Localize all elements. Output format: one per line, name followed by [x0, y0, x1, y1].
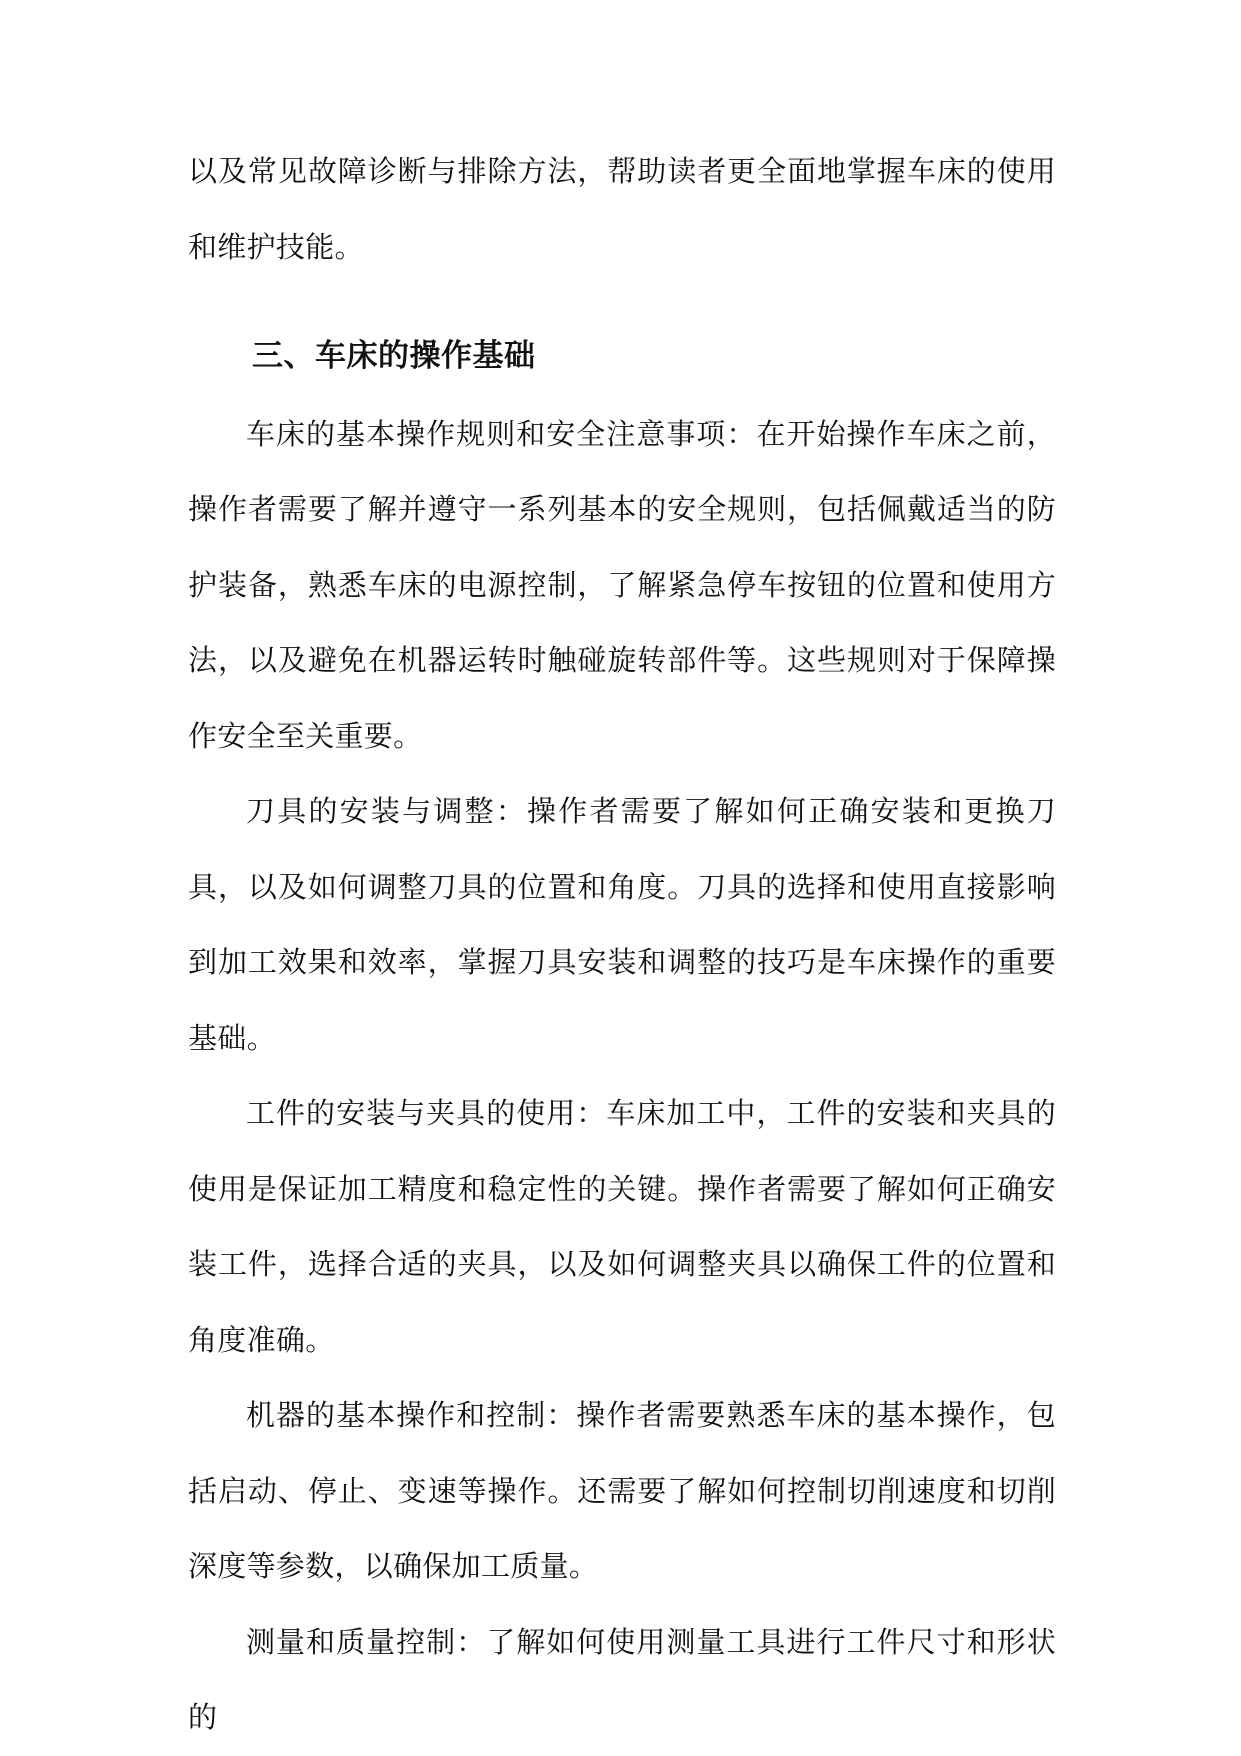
paragraph-tool-installation: 刀具的安装与调整：操作者需要了解如何正确安装和更换刀具，以及如何调整刀具的位置和角度。刀具的选择和使用直接影响到加工效果和效率，掌握刀具安装和调整的技巧是车床操作的重要基础。: [188, 794, 1056, 1055]
document-body: [188, 134, 1056, 1756]
paragraph-workpiece-fixture: 工件的安装与夹具的使用：车床加工中，工件的安装和夹具的使用是保证加工精度和稳定性的关键。操作者需要了解如何正确安装工件，选择合适的夹具，以及如何调整夹具以确保工件的位置和角度准确。: [188, 1096, 1056, 1357]
paragraph-measurement-quality: 测量和质量控制：了解如何使用测量工具进行工件尺寸和形状的: [188, 1624, 1056, 1734]
section-heading: 三、车床的操作基础: [252, 338, 536, 374]
paragraph-safety-rules: 车床的基本操作规则和安全注意事项：在开始操作车床之前，操作者需要了解并遵守一系列基本的安全规则，包括佩戴适当的防护装备，熟悉车床的电源控制，了解紧急停车按钮的位置和使用方法，以及避免在机器运转时触碰旋转部件等。这些规则对于保障操作安全至关重要。: [188, 416, 1056, 753]
paragraph-machine-operation: 机器的基本操作和控制：操作者需要熟悉车床的基本操作，包括启动、停止、变速等操作。还需要了解如何控制切削速度和切削深度等参数，以确保加工质量。: [188, 1398, 1056, 1583]
intro-paragraph: 以及常见故障诊断与排除方法，帮助读者更全面地掌握车床的使用和维护技能。: [188, 154, 1056, 264]
